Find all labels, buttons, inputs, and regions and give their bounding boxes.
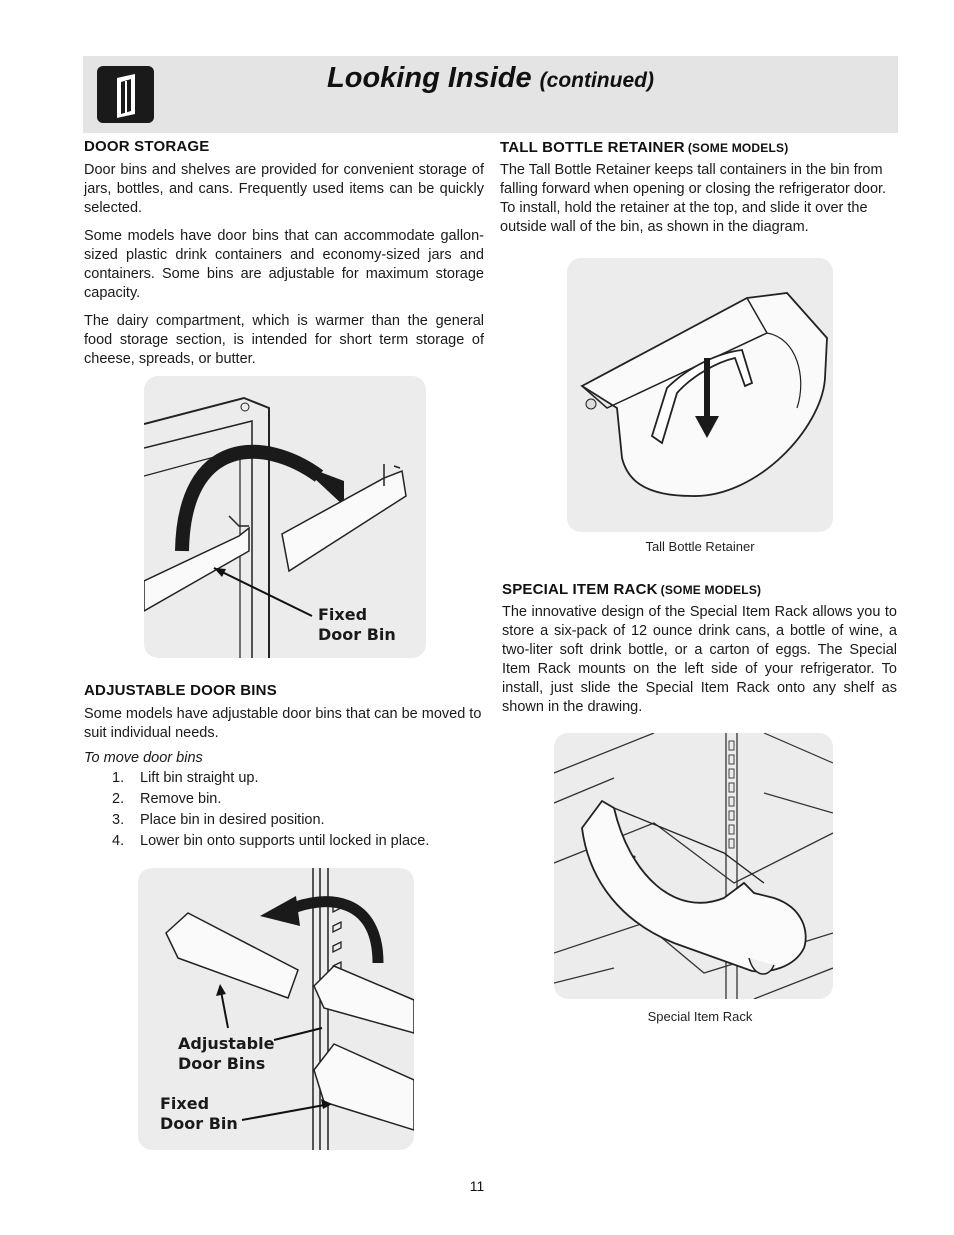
list-item: 4. Lower bin onto supports until locked in place.: [112, 833, 430, 849]
door-storage-paragraph-3: The dairy compartment, which is warmer than the general food storage section, is intended for short term storage of cheese, spreads, or butter.: [84, 313, 484, 367]
tall-bottle-retainer-heading: TALL BOTTLE RETAINER (SOME MODELS): [500, 139, 789, 156]
special-item-rack-figure: [554, 733, 833, 999]
adjustable-door-bins-section: [84, 682, 484, 768]
special-item-rack-caption: Special Item Rack: [647, 1009, 753, 1024]
page-header-banner: [83, 56, 898, 133]
tall-bottle-retainer-section: [500, 139, 897, 237]
fixed-door-bin-label-line2: Door Bin: [318, 625, 396, 644]
tall-bottle-retainer-heading-note: (SOME MODELS): [687, 141, 789, 155]
list-item: 1. Lift bin straight up.: [112, 770, 259, 786]
page-title: [83, 62, 898, 95]
adjustable-door-bins-label-line2: Door Bins: [178, 1054, 266, 1073]
adjustable-door-bins-heading: ADJUSTABLE DOOR BINS: [84, 682, 277, 699]
fixed-door-bin-label-line1: Fixed: [160, 1094, 210, 1113]
move-door-bins-subheading: To move door bins: [84, 750, 203, 766]
tall-bottle-retainer-figure: [567, 258, 833, 532]
tall-bottle-retainer-caption: Tall Bottle Retainer: [645, 539, 755, 554]
door-storage-heading: DOOR STORAGE: [84, 138, 210, 155]
door-storage-section: [84, 138, 484, 369]
page-title-subtitle: (continued): [539, 69, 654, 92]
special-item-rack-section: [502, 581, 897, 717]
fixed-door-bin-figure: [144, 376, 426, 658]
page-number: 11: [469, 1178, 485, 1194]
special-item-rack-heading: SPECIAL ITEM RACK (SOME MODELS): [502, 581, 762, 598]
list-item: 3. Place bin in desired position.: [112, 812, 325, 828]
tall-bottle-retainer-paragraph: The Tall Bottle Retainer keeps tall containers in the bin from falling forward when opening or closing the refrigerator door. To install, hold the retainer at the top, and slide it over the outside wall of the bin, as shown in the diagram.: [500, 162, 887, 235]
door-storage-paragraph-1: Door bins and shelves are provided for convenient storage of jars, bottles, and cans. Frequently used items can be quickly selected.: [84, 162, 484, 216]
special-item-rack-heading-note: (SOME MODELS): [660, 583, 762, 597]
adjustable-door-bins-paragraph: Some models have adjustable door bins that can be moved to suit individual needs.: [84, 706, 482, 741]
door-storage-paragraph-2: Some models have door bins that can accommodate gallon-sized plastic drink containers and economy-sized jars and containers. Some bins are adjustable for maximum storage capacity.: [84, 228, 484, 301]
special-item-rack-paragraph: The innovative design of the Special Item Rack allows you to store a six-pack of 12 ounce drink cans, a bottle of wine, a two-liter soft drink bottle, or a carton of eggs. The Special Item Rack mounts on the left side of your refrigerator. To install, just slide the Special Item Rack onto any shelf as shown in the drawing.: [502, 604, 897, 715]
move-door-bins-steps: [112, 768, 429, 852]
adjustable-door-bins-figure: [138, 868, 414, 1150]
fixed-door-bin-label-line2: Door Bin: [160, 1114, 238, 1133]
list-item: 2. Remove bin.: [112, 791, 222, 807]
page-title-main: Looking Inside: [327, 62, 532, 94]
adjustable-door-bins-label-line1: Adjustable: [178, 1034, 275, 1053]
fixed-door-bin-label-line1: Fixed: [318, 605, 368, 624]
